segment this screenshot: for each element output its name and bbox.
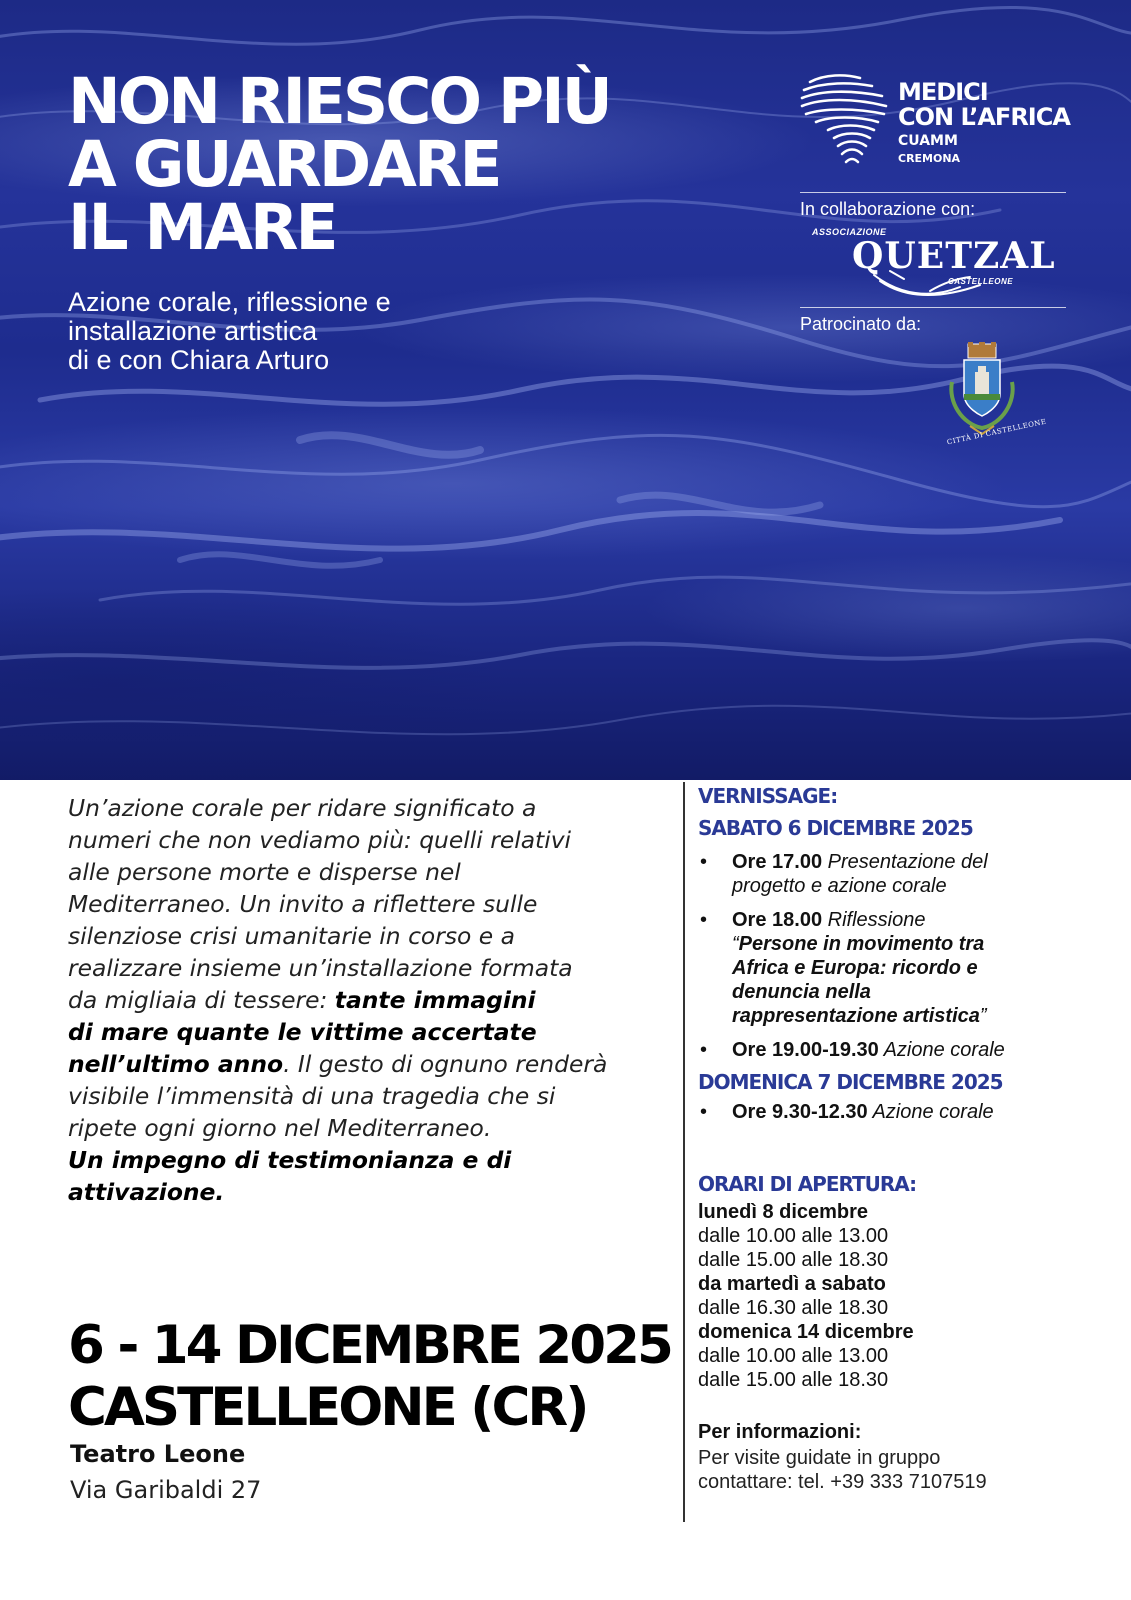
- quote-mark: “: [732, 933, 739, 955]
- day1-heading: SABATO 6 DICEMBRE 2025: [698, 816, 973, 840]
- quetzal-name-text: QUETZAL: [852, 235, 1056, 277]
- organizer-name: [898, 80, 1070, 168]
- program-desc: Azione corale: [867, 1101, 994, 1123]
- intro-line: numeri che non vediamo più: quelli relativi: [68, 826, 572, 854]
- opening-hours: [698, 1168, 1103, 1392]
- hours-day: domenica 14 dicembre: [698, 1321, 914, 1343]
- title-line: A GUARDARE: [68, 128, 500, 201]
- intro-line: silenziose crisi umanitarie in corso e a: [68, 922, 515, 950]
- program-time: Ore 18.00: [732, 909, 823, 931]
- medici-con-africa-logo: [800, 64, 1070, 174]
- hours-slot: dalle 16.30 alle 18.30: [698, 1297, 889, 1319]
- intro-line: [68, 1016, 628, 1048]
- intro-emphasis: Un impegno di testimonianza e di: [68, 1146, 512, 1174]
- organizer-line1: MEDICI: [898, 78, 988, 106]
- intro-emphasis: nell’ultimo anno: [68, 1050, 284, 1078]
- program-section: [698, 780, 1103, 1124]
- venue-address: Via Garibaldi 27: [70, 1476, 262, 1504]
- hero-sea-image: [0, 0, 1131, 780]
- intro-emphasis: attivazione.: [68, 1178, 225, 1206]
- intro-emphasis: di mare quante le vittime accertate: [68, 1018, 537, 1046]
- poster-subtitle: [68, 288, 508, 375]
- hours-day: lunedì 8 dicembre: [698, 1201, 869, 1223]
- poster-title: [68, 65, 628, 264]
- program-item-line: [732, 1038, 1103, 1062]
- program-desc: Azione corale: [878, 1039, 1005, 1061]
- hours-slot: dalle 15.00 alle 18.30: [698, 1249, 889, 1271]
- subtitle-line: installazione artistica: [68, 316, 318, 346]
- intro-emphasis: tante immagini: [334, 986, 536, 1014]
- program-talk-title: Persone in movimento tra: [738, 933, 985, 955]
- organizer-line2: CON L’AFRICA: [898, 103, 1070, 131]
- bullet: •: [700, 851, 708, 873]
- event-dates-block: [68, 1315, 688, 1439]
- collaboration-label: In collaborazione con:: [800, 199, 976, 219]
- info-line: Per visite guidate in gruppo: [698, 1447, 941, 1469]
- day2-heading: DOMENICA 7 DICEMBRE 2025: [698, 1070, 1003, 1094]
- quetzal-city-text: CASTELLEONE: [948, 277, 1014, 286]
- hours-slot: dalle 10.00 alle 13.00: [698, 1225, 889, 1247]
- program-desc: progetto e azione corale: [732, 875, 947, 897]
- partners-divider: [800, 192, 1066, 193]
- patronage-label: Patrocinato da:: [800, 314, 922, 334]
- program-time: Ore 19.00-19.30: [732, 1039, 879, 1061]
- program-talk-title: rappresentazione artistica: [732, 1005, 980, 1027]
- event-place: CASTELLEONE (CR): [68, 1377, 587, 1438]
- program-item-line: [732, 932, 1103, 956]
- intro-line: [68, 984, 628, 1016]
- quetzal-assoc-text: ASSOCIAZIONE: [812, 227, 887, 237]
- program-talk-title: Africa e Europa: ricordo e: [732, 957, 978, 979]
- program-item: [698, 1038, 1103, 1062]
- program-item-line: [732, 1004, 1103, 1028]
- program-item: [698, 850, 1103, 898]
- intro-line: alle persone morte e disperse nel: [68, 858, 461, 886]
- program-talk-title: denuncia nella: [732, 981, 871, 1003]
- program-item: [698, 1100, 1103, 1124]
- intro-line: [68, 1144, 628, 1176]
- intro-paragraph: [68, 792, 628, 1208]
- column-divider: [683, 782, 685, 1522]
- intro-line: [68, 1176, 628, 1208]
- program-time: Ore 9.30-12.30: [732, 1101, 868, 1123]
- intro-line: visibile l’immensità di una tragedia che si: [68, 1082, 556, 1110]
- intro-line: [68, 1048, 628, 1080]
- info-phone: contattare: tel. +39 333 7107519: [698, 1471, 987, 1493]
- hours-slot: dalle 10.00 alle 13.00: [698, 1345, 889, 1367]
- quote-mark: ”: [979, 1005, 987, 1027]
- program-desc: Riflessione: [822, 909, 926, 931]
- hours-day: da martedì a sabato: [698, 1273, 886, 1295]
- quetzal-logo: [800, 221, 1066, 307]
- crest-caption: CITTÀ DI CASTELLEONE: [946, 417, 1048, 447]
- program-item-line: [732, 908, 1103, 932]
- title-line: NON RIESCO PIÙ: [68, 65, 610, 138]
- venue-name: Teatro Leone: [70, 1440, 246, 1468]
- africa-map-icon: [800, 68, 892, 168]
- info-heading: Per informazioni:: [698, 1421, 862, 1443]
- program-item: [698, 908, 1103, 1028]
- castelleone-crest: [800, 336, 1066, 456]
- subtitle-line: di e con Chiara Arturo: [68, 345, 330, 375]
- organizer-line3: CUAMM: [898, 133, 958, 149]
- title-line: IL MARE: [68, 191, 336, 264]
- event-dates: 6 - 14 DICEMBRE 2025: [68, 1315, 671, 1376]
- intro-line: Mediterraneo. Un invito a riflettere sulle: [68, 890, 538, 918]
- hours-slot: dalle 15.00 alle 18.30: [698, 1369, 889, 1391]
- program-time: Ore 17.00: [732, 851, 823, 873]
- organizer-line4: CREMONA: [898, 152, 961, 165]
- program-desc: Presentazione del: [822, 851, 988, 873]
- program-item-line: [732, 850, 1103, 874]
- contact-info: [698, 1418, 1103, 1494]
- bullet: •: [700, 909, 708, 931]
- partners-divider: [800, 307, 1066, 308]
- opening-hours-heading: ORARI DI APERTURA:: [698, 1172, 917, 1196]
- intro-line: Un’azione corale per ridare significato a: [68, 794, 537, 822]
- subtitle-line: Azione corale, riflessione e: [68, 287, 391, 317]
- intro-line: ripete ogni giorno nel Mediterraneo.: [68, 1114, 492, 1142]
- intro-text: . Il gesto di ognuno renderà: [283, 1050, 608, 1078]
- vernissage-heading: VERNISSAGE:: [698, 784, 838, 808]
- bullet: •: [700, 1039, 708, 1061]
- intro-text: da migliaia di tessere:: [68, 986, 335, 1014]
- intro-line: realizzare insieme un’installazione formata: [68, 954, 573, 982]
- bullet: •: [700, 1101, 708, 1123]
- program-item-line: [732, 1100, 1103, 1124]
- partners-column: [800, 64, 1070, 456]
